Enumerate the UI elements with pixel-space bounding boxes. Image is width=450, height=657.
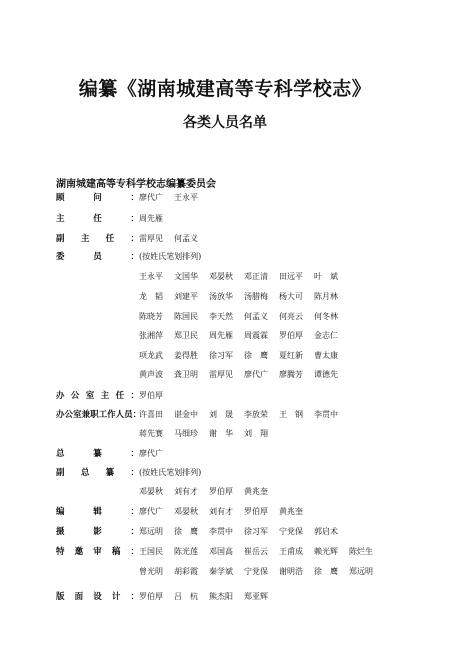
name-row: [139, 589, 279, 603]
person-name: 谢 华: [209, 428, 233, 438]
person-name: 马细珍: [174, 428, 198, 438]
name-row: [139, 211, 174, 225]
person-name: 陈晓芳: [139, 311, 163, 321]
person-name: 曹太康: [314, 350, 338, 360]
person-name: 宁党保: [279, 526, 303, 536]
person-name: 刘有才: [209, 506, 233, 516]
person-name: 雷厚见: [139, 233, 163, 243]
role-label: 办 公 室 兼 职 工 作 人 员 ：: [56, 410, 142, 420]
person-name: 崔岳云: [244, 546, 268, 556]
person-name: 何孟义: [174, 233, 198, 243]
person-name: 李贯中: [209, 526, 233, 536]
person-name: 蒋先赛: [139, 428, 163, 438]
person-name: 廖腾芳: [279, 369, 303, 379]
person-name: 刘 翔: [244, 428, 268, 438]
page-title: 编纂《湖南城建高等专科学校志》: [78, 78, 372, 100]
ordering-note: (按姓氏笔划排列): [139, 251, 202, 261]
person-name: 徐习军: [244, 526, 268, 536]
role-label: 总 纂 ：: [56, 449, 139, 459]
person-name: 杨大可: [279, 291, 303, 301]
name-row: [139, 367, 349, 381]
person-name: 邓晏秋: [139, 486, 163, 496]
name-row: [139, 231, 209, 245]
person-name: 李贯中: [314, 409, 338, 419]
role-label: 办 公 室 主 任 ：: [56, 391, 139, 401]
person-name: 徐 鹰: [244, 350, 268, 360]
role-label: 委 员 ：: [56, 252, 139, 262]
person-name: 张湘萍: [139, 330, 163, 340]
person-name: 雷厚见: [209, 369, 233, 379]
person-name: 邓国高: [209, 546, 233, 556]
person-name: 何孟义: [244, 311, 268, 321]
role-label: 特 邀 审 稿 ：: [56, 547, 139, 557]
name-row: [139, 388, 174, 402]
page-subtitle: 各类人员名单: [183, 115, 267, 131]
person-name: 赖光辉: [314, 546, 338, 556]
person-name: 刘有才: [174, 486, 198, 496]
role-label: 顾 问 ：: [56, 193, 139, 203]
name-row: [139, 484, 279, 498]
person-name: 王永平: [174, 192, 198, 202]
person-name: 金志仁: [314, 330, 338, 340]
person-name: 陈国民: [174, 311, 198, 321]
person-name: 罗伯厚: [279, 330, 303, 340]
person-name: 罗伯厚: [209, 486, 233, 496]
role-label: 主 任 ：: [56, 214, 139, 224]
person-name: 徐 鹰: [174, 526, 198, 536]
person-name: 许喜田: [139, 409, 163, 419]
person-name: 廖代广: [139, 506, 163, 516]
person-name: 龙 韬: [139, 291, 163, 301]
person-name: 叶 斌: [314, 271, 338, 281]
person-name: 谢明浩: [279, 566, 303, 576]
person-name: 李放荣: [244, 409, 268, 419]
person-name: 郑远明: [139, 526, 163, 536]
name-row: [139, 190, 209, 204]
person-name: 罗伯厚: [244, 506, 268, 516]
name-row: [139, 524, 349, 538]
person-name: 姜得胜: [174, 350, 198, 360]
role-label: 副 主 任 ：: [56, 234, 139, 244]
name-row: [139, 544, 384, 558]
role-label: 版 面 设 计 ：: [56, 592, 139, 602]
person-name: 秦学斌: [209, 566, 233, 576]
person-name: 廖代广: [139, 448, 163, 458]
person-name: 郭启术: [314, 526, 338, 536]
person-name: 田远平: [279, 271, 303, 281]
role-label: 编 辑 ：: [56, 507, 139, 517]
person-name: 王国民: [139, 546, 163, 556]
person-name: 龚卫明: [174, 369, 198, 379]
person-name: 郑卫民: [174, 330, 198, 340]
name-row: [139, 269, 349, 283]
person-name: 陈月林: [314, 291, 338, 301]
person-name: 熊杰阳: [209, 591, 233, 601]
person-name: 徐 鹰: [314, 566, 338, 576]
name-row: [139, 309, 349, 323]
person-name: 郑远明: [349, 566, 373, 576]
person-name: 项龙武: [139, 350, 163, 360]
person-name: 王 钢: [279, 409, 303, 419]
person-name: 廖代广: [139, 192, 163, 202]
person-name: 周先雁: [139, 213, 163, 223]
ordering-note: (按姓氏笔划排列): [139, 467, 202, 477]
person-name: 曾光明: [139, 566, 163, 576]
person-name: 邓正清: [244, 271, 268, 281]
name-row: [139, 407, 349, 421]
person-name: 黄兆奎: [244, 486, 268, 496]
committee-title: 湖南城建高等专科学校志编纂委员会: [56, 179, 216, 190]
person-name: 徐习军: [209, 350, 233, 360]
name-row: [139, 504, 314, 518]
person-name: 谌金中: [174, 409, 198, 419]
role-label: 摄 影 ：: [56, 527, 139, 537]
person-name: 汤放华: [209, 291, 233, 301]
name-row: [139, 426, 279, 440]
name-row: [139, 249, 201, 263]
person-name: 王永平: [139, 271, 163, 281]
person-name: 汤腊梅: [244, 291, 268, 301]
person-name: 王甫成: [279, 546, 303, 556]
name-row: [139, 289, 349, 303]
name-row: [139, 465, 201, 479]
person-name: 夏红新: [279, 350, 303, 360]
person-name: 李天然: [209, 311, 233, 321]
name-row: [139, 564, 384, 578]
person-name: 文国华: [174, 271, 198, 281]
person-name: 廖代广: [244, 369, 268, 379]
person-name: 何冬林: [314, 311, 338, 321]
person-name: 黄兆奎: [279, 506, 303, 516]
person-name: 黄声波: [139, 369, 163, 379]
name-row: [139, 328, 349, 342]
person-name: 周震霖: [244, 330, 268, 340]
person-name: 周先雁: [209, 330, 233, 340]
role-label: 副 总 纂 ：: [56, 468, 139, 478]
name-row: [139, 446, 174, 460]
person-name: 刘建平: [174, 291, 198, 301]
name-row: [139, 348, 349, 362]
person-name: 何亮云: [279, 311, 303, 321]
person-name: 宁党保: [244, 566, 268, 576]
person-name: 吕 杭: [174, 591, 198, 601]
person-name: 邓晏秋: [209, 271, 233, 281]
person-name: 谭德先: [314, 369, 338, 379]
person-name: 陈光莲: [174, 546, 198, 556]
person-name: 邓晏秋: [174, 506, 198, 516]
person-name: 罗伯厚: [139, 390, 163, 400]
person-name: 陈烂生: [349, 546, 373, 556]
person-name: 刘 晟: [209, 409, 233, 419]
person-name: 郑亚辉: [244, 591, 268, 601]
person-name: 胡彩霞: [174, 566, 198, 576]
person-name: 罗伯厚: [139, 591, 163, 601]
